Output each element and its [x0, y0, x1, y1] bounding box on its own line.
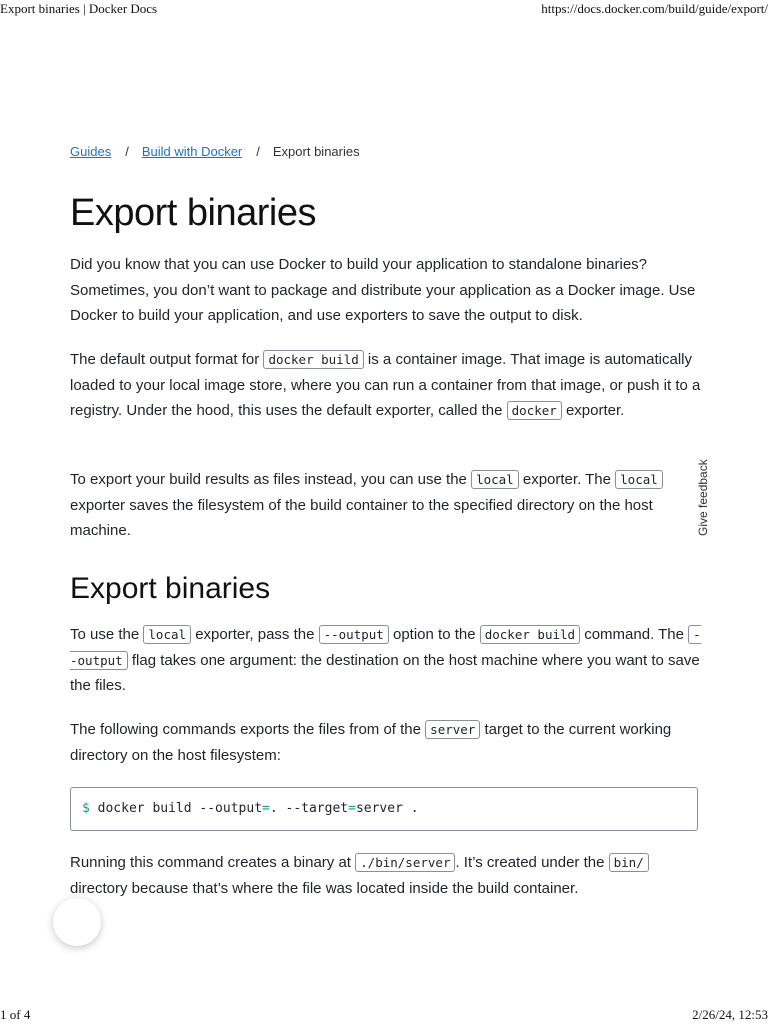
- breadcrumb: [70, 144, 360, 159]
- breadcrumb-current: Export binaries: [272, 144, 360, 159]
- inline-code: ./bin/server: [355, 853, 455, 872]
- code-block[interactable]: $ docker build --output=. --target=server .: [70, 787, 698, 831]
- inline-code: local: [615, 470, 663, 489]
- breadcrumb-link-build-with-docker[interactable]: Build with Docker: [141, 144, 243, 159]
- code-prompt: $: [82, 801, 90, 816]
- section-heading: Export binaries: [70, 572, 271, 605]
- result-paragraph: Running this command creates a binary at ./bin/server . It’s created under the bin/ directory because that’s where the file was located inside the build container.: [70, 850, 702, 901]
- commands-paragraph: The following commands exports the files from of the server target to the current working directory on the host filesystem:: [70, 721, 672, 764]
- inline-code: --output: [319, 625, 389, 644]
- inline-code: bin/: [609, 853, 649, 872]
- breadcrumb-separator: /: [125, 144, 129, 159]
- print-url: https://docs.docker.com/build/guide/export/: [541, 1, 768, 16]
- breadcrumb-separator: /: [256, 144, 260, 159]
- floating-action-button[interactable]: [53, 898, 101, 946]
- inline-code: local: [471, 470, 519, 489]
- print-page-title: Export binaries | Docker Docs: [0, 1, 158, 16]
- inline-code: docker build: [480, 625, 580, 644]
- default-output-paragraph: The default output format for docker build is a container image. That image is automatically loaded to your local image store, where you can run a container from that image, or push it to a registry. Under the hood, this uses the default exporter, called the docker exporter.: [70, 351, 701, 419]
- breadcrumb-link-guides[interactable]: Guides: [70, 144, 112, 159]
- inline-code: docker build: [263, 350, 363, 369]
- print-page-number: 1 of 4: [0, 1007, 31, 1022]
- print-datetime: 2/26/24, 12:53: [692, 1007, 768, 1022]
- print-header: [0, 0, 768, 18]
- intro-paragraph: Did you know that you can use Docker to build your application to standalone binaries? Sometimes, you don’t want to package and distribute your application as a Docker image. Use Docker to build your application, and use exporters to save the output to disk.: [70, 256, 696, 324]
- usage-paragraph: To use the local exporter, pass the --output option to the docker build command. The --output flag takes one argument: the destination on the host machine where you want to save the files.: [70, 626, 701, 694]
- inline-code: server: [425, 720, 480, 739]
- local-exporter-paragraph: To export your build results as files instead, you can use the local exporter. The local exporter saves the filesystem of the build container to the specified directory on the host machine.: [70, 467, 702, 544]
- print-footer: [0, 1006, 768, 1024]
- page-title: Export binaries: [70, 192, 316, 234]
- inline-code: local: [143, 625, 191, 644]
- give-feedback-tab[interactable]: Give feedback: [696, 459, 710, 536]
- inline-code: --output: [70, 627, 701, 668]
- inline-code: docker: [507, 401, 562, 420]
